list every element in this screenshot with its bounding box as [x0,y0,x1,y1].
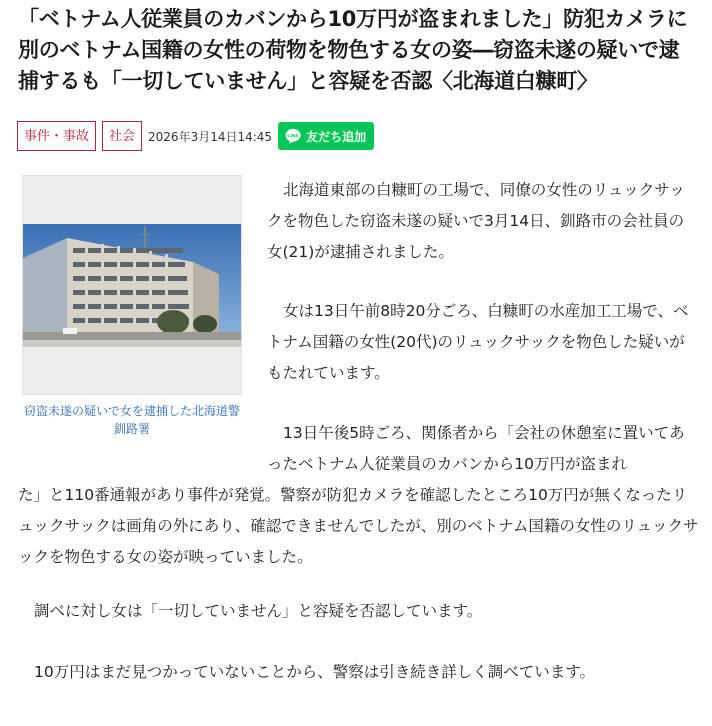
paragraph-2: 女は13日午前8時20分ごろ、白糠町の水産加工工場で、ベトナム国籍の女性(20代)のリュックサックを物色した疑いがもたれています。 [267,302,689,382]
line-icon-text: LINE [287,134,299,140]
line-add-friend-button[interactable] [278,122,374,150]
paragraph-1: 北海道東部の白糠町の工場で、同僚の女性のリュックサックを物色した窃盗未遂の疑いで3月14日、釧路市の会社員の女(21)が逮捕されました。 [267,181,685,261]
photo-caption: 窃盗未遂の疑いで女を逮捕した北海道警釧路署 [23,404,240,436]
paragraph-3-continued: た」と110番通報があり事件が発覚。警察が防犯カメラを確認したところ10万円が無くなったリュックサックは画角の外にあり、確認できませんでしたが、別のベトナム国籍の女性のリュックサックを物色する女の姿が映っていました。 [18,486,699,566]
tag-society[interactable]: 社会 [102,121,142,151]
article-photo[interactable] [22,175,242,395]
article-meta [17,120,374,152]
paragraph-5: 10万円はまだ見つかっていないことから、警察は引き続き詳しく調べています。 [34,663,595,681]
publish-date: 2026年3月14日14:45 [148,129,273,144]
tag-incident[interactable]: 事件・事故 [17,121,96,151]
police-station-photo [23,224,241,347]
paragraph-3-start: 13日午後5時ごろ、関係者から「会社の休憩室に置いてあったベトナム人従業員のカバンから10万円が盗まれ [267,424,685,473]
line-icon [284,127,302,145]
article-headline: 「ベトナム人従業員のカバンから10万円が盗まれました」防犯カメラに別のベトナム国籍の女性の荷物を物色する女の姿―窃盗未遂の疑いで逮捕するも「一切していません」と容疑を否認〈北海道白糠町〉 [18,7,688,93]
line-add-friend-label: 友だち追加 [306,129,367,144]
paragraph-4: 調べに対し女は「一切していません」と容疑を否認しています。 [34,602,483,620]
